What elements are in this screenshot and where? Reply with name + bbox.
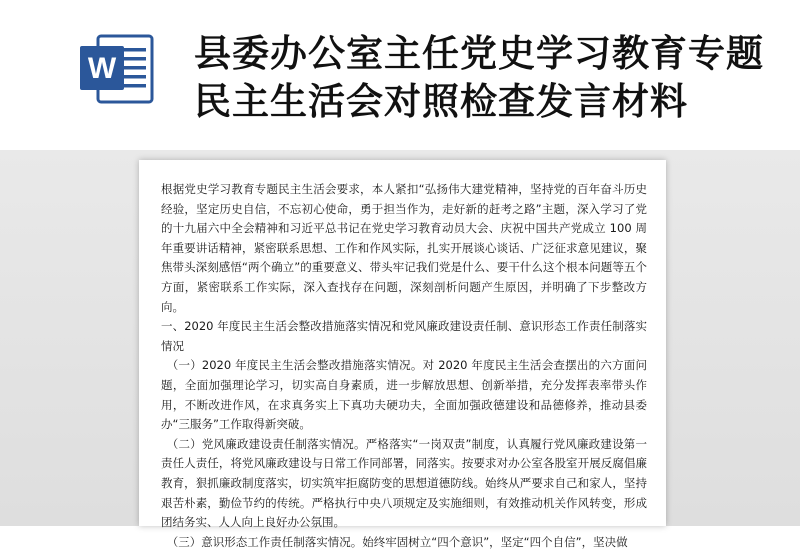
document-body: [161, 180, 647, 552]
page-title: 县委办公室主任党史学习教育专题民主生活会对照检查发言材料: [194, 32, 764, 123]
paragraph-1: （一）2020 年度民主生活会整改措施落实情况。对 2020 年度民主生活会查摆出的六方面问题，全面加强理论学习，切实高自身素质，进一步解放思想、创新举措，充分发挥表率带头作用，不断改进作风，在求真务实上下真功夫硬功夫，全面加强政德建设和品德修养，推动县委办“三服务”工作取得新突破。: [161, 358, 647, 432]
word-icon-letter: W: [87, 52, 117, 85]
header: [0, 0, 800, 150]
paragraph-intro: 根据党史学习教育专题民主生活会要求，本人紧扣“弘扬伟大建党精神，坚持党的百年奋斗历史经验，坚定历史自信，不忘初心使命，勇于担当作为，走好新的赶考之路”主题，深入学习了党的十九届六中全会精神和习近平总书记在党史学习教育动员大会、庆祝中国共产党成立 100 周年重要讲话精神，紧密联系思想、工作和作风实际，扎实开展谈心谈话、广泛征求意见建议，聚焦带头深刻感悟“两个确立”的重要意义、带头牢记我们党是什么、要干什么这个根本问题等五个方面，紧密联系工作实际，深入查找存在问题，深刻剖析问题产生原因，并明确了下步整改方向。: [161, 182, 647, 314]
section-heading-1: 一、2020 年度民主生活会整改措施落实情况和党风廉政建设责任制、意识形态工作责任制落实情况: [161, 319, 647, 353]
document-page: [139, 160, 666, 549]
word-document-icon: [76, 30, 156, 110]
paragraph-2: （二）党风廉政建设责任制落实情况。严格落实“一岗双责”制度，认真履行党风廉政建设第一责任人责任，将党风廉政建设与日常工作同部署，同落实。按要求对办公室各股室开展反腐倡廉教育，狠抓廉政制度落实，切实筑牢拒腐防变的思想道德防线。始终从严要求自己和家人，坚持艰苦朴素，勤俭节约的传统。严格执行中央八项规定及实施细则，有效推动机关作风转变，形成团结务实、人人向上良好办公氛围。: [161, 436, 647, 530]
paragraph-3: （三）意识形态工作责任制落实情况。始终牢固树立“四个意识”，坚定“四个自信”，坚决做: [166, 534, 628, 549]
